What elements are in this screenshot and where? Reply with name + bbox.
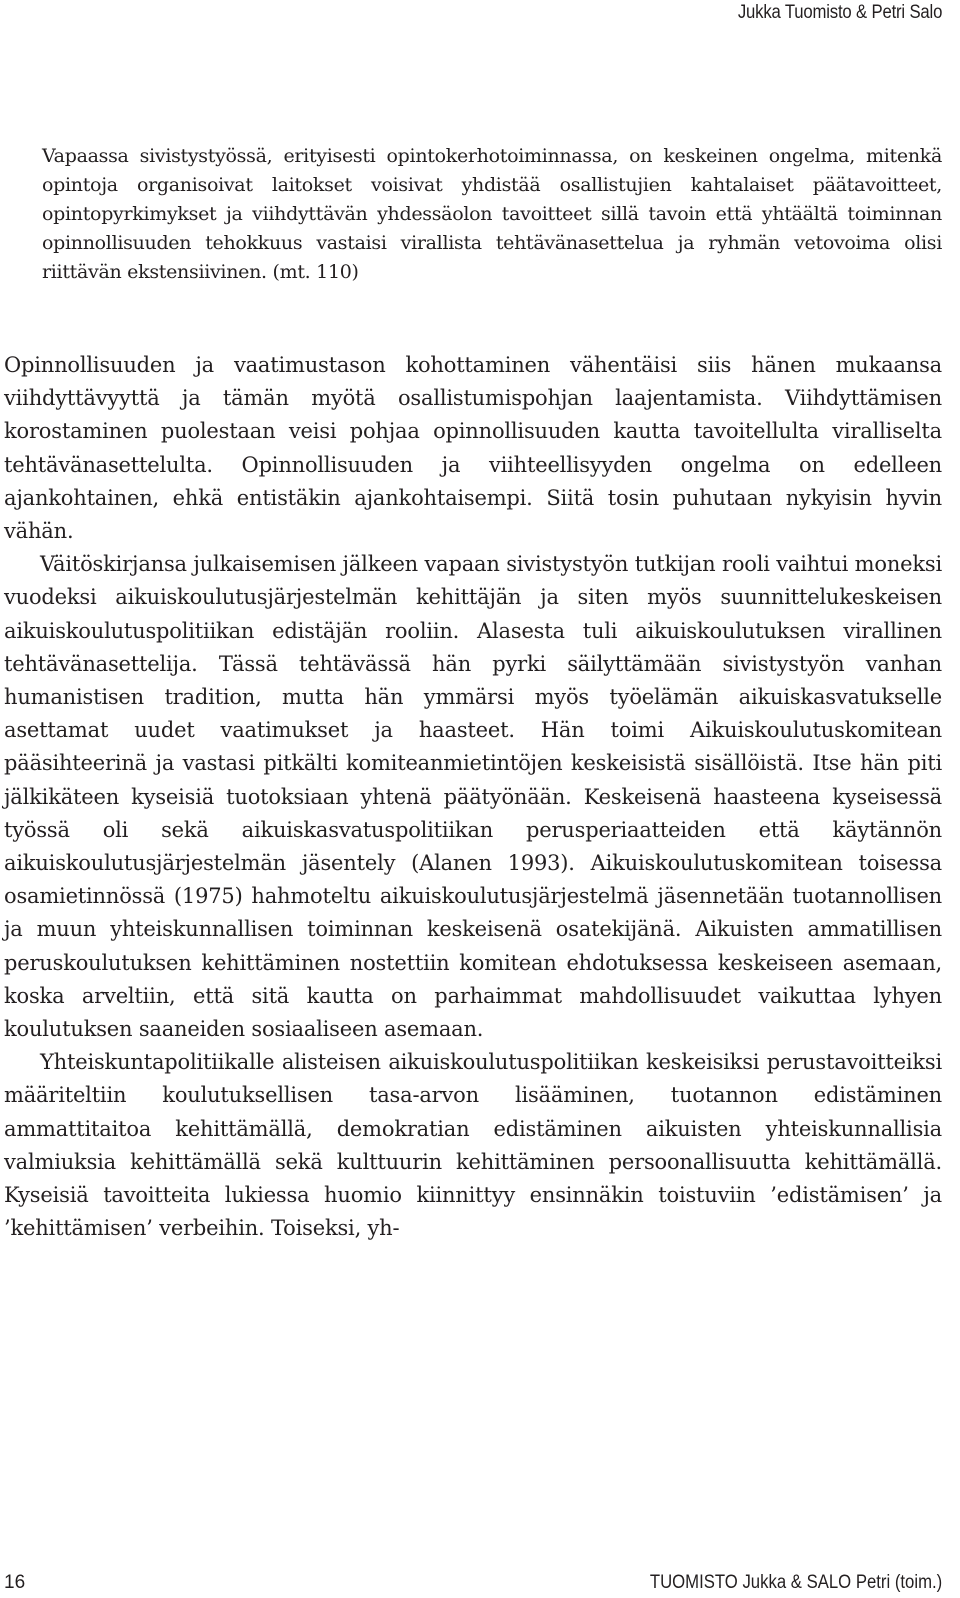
- paragraph: Yhteiskuntapolitiikalle alisteisen aikuiskoulutuspolitiikan keskeisiksi perustavoitteiksi määriteltiin koulutuksellisen tasa-arvon lisääminen, tuotannon edistäminen ammattitaitoa kehittämällä, demokratian edistäminen aikuisten yhteiskunnallisia valmiuksia kehittämällä sekä kulttuurin kehittäminen persoonallisuutta kehittämällä. Kyseisiä tavoitteita lukiessa huomio kiinnittyy ensinnäkin toistuviin ’edistämisen’ ja ’kehittämisen’ verbeihin. Toiseksi, yh-: [4, 1050, 942, 1241]
- page-number: 16: [4, 1572, 26, 1593]
- paragraph: Opinnollisuuden ja vaatimustason kohottaminen vähentäisi siis hänen mukaansa viihdyttävyyttä ja tämän myötä osallistumispohjan laajentamista. Viihdyttämisen korostaminen puolestaan veisi pohjaa opinnollisuuden kautta tavoitellulta viralliselta tehtävänasettelulta. Opinnollisuuden ja viihteellisyyden ongelma on edelleen ajankohtainen, ehkä entistäkin ajankohtaisempi. Siitä tosin puhutaan nykyisin hyvin vähän.: [4, 353, 942, 544]
- paragraph: Väitöskirjansa julkaisemisen jälkeen vapaan sivistystyön tutkijan rooli vaihtui moneksi vuodeksi aikuiskoulutusjärjestelmän kehittäjän ja siten myös suunnittelukeskeisen aikuiskoulutuspolitiikan edistäjän rooliin. Alasesta tuli aikuiskoulutuksen virallinen tehtävänasettelija. Tässä tehtävässä hän pyrki säilyttämään sivistystyön vanhan humanistisen tradition, mutta hän ymmärsi myös työelämän aikuiskasvatukselle asettamat uudet vaatimukset ja haasteet. Hän toimi Aikuiskoulutuskomitean pääsihteerinä ja vastasi pitkälti komiteanmietintöjen keskeisistä sisällöistä. Itse hän piti jälkikäteen kyseisiä tuotoksiaan yhtenä päätyönään. Keskeisenä haasteena kyseisessä työssä oli sekä aikuiskasvatuspolitiikan perusperiaatteiden että käytännön aikuiskoulutusjärjestelmän jäsentely (Alanen 1993). Aikuiskoulutuskomitean toisessa osamietinnössä (1975) hahmoteltu aikuiskoulutusjärjestelmä jäsennetään tuotannollisen ja muun yhteiskunnallisen toiminnan keskeisenä osatekijänä. Aikuisten ammatillisen peruskoulutuksen kehittäminen nostettiin komitean ehdotuksessa keskeiseen asemaan, koska arveltiin, että sitä kautta on parhaimmat mahdollisuudet vaikuttaa lyhyen koulutuksen saaneiden sosiaaliseen asemaan.: [4, 552, 942, 1042]
- running-foot: TUOMISTO Jukka & SALO Petri (toim.): [649, 1572, 942, 1593]
- block-quote: Vapaassa sivistystyössä, erityisesti opintokerhotoiminnassa, on keskeinen ongelma, mitenkä opintoja organisoivat laitokset voisivat yhdistää osallistujien kahtalaiset päätavoitteet, opintopyrkimykset ja viihdyttävän yhdessäolon tavoitteet sillä tavoin että yhtäältä toiminnan opinnollisuuden tehokkuus vastaisi virallista tehtävänasettelua ja ryhmän vetovoima olisi riittävän ekstensiivinen. (mt. 110): [42, 145, 942, 283]
- running-head: Jukka Tuomisto & Petri Salo: [737, 2, 942, 23]
- body-text: [4, 349, 942, 1245]
